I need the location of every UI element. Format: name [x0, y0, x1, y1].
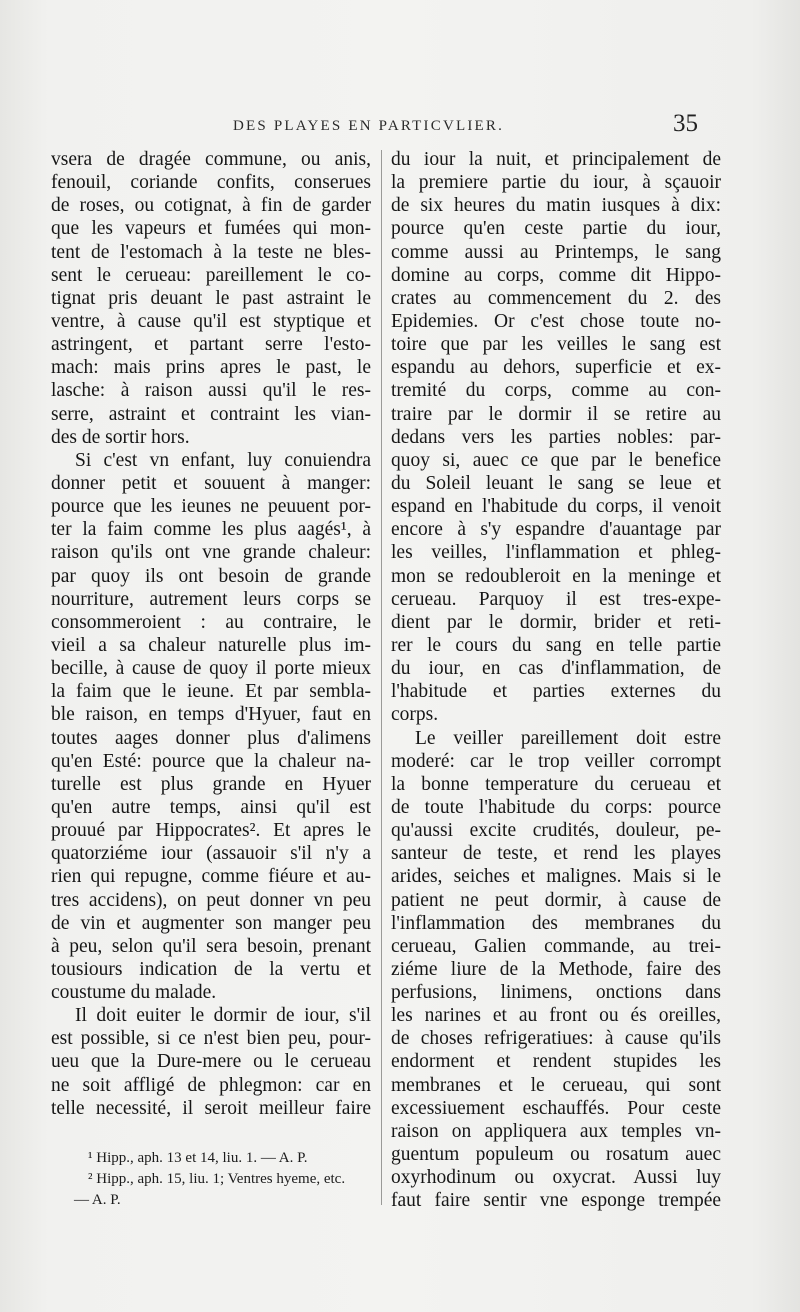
footnote: ² Hipp., aph. 15, liu. 1; Ventres hyeme, etc.: [88, 1171, 346, 1187]
text-line: qu'aussi excite crudités, douleur, pe-: [391, 820, 721, 842]
text-line: rer le cours du sang en telle partie: [391, 634, 721, 656]
footnote: — A. P.: [74, 1192, 121, 1208]
page-number: 35: [673, 110, 698, 137]
text-line: toutes aages donner plus d'alimens: [51, 727, 371, 749]
text-line: patient ne peut dormir, à cause de: [391, 889, 721, 911]
footnote: ¹ Hipp., aph. 13 et 14, liu. 1. — A. P.: [88, 1150, 308, 1166]
text-line: becille, à cause de quoy il porte mieux: [51, 658, 371, 680]
text-line: de roses, ou cotignat, à fin de garder: [51, 195, 371, 217]
text-line: telle necessité, il seroit meilleur faire: [51, 1097, 371, 1119]
text-line: toire que par les veilles le sang est: [391, 334, 721, 356]
text-line: consommeroient : au contraire, le: [51, 611, 371, 633]
text-line: nourriture, autrement leurs corps se: [51, 588, 371, 610]
text-line: membranes et le cerueau, qui sont: [391, 1074, 721, 1096]
text-line: tent de l'estomach à la teste ne bles-: [51, 241, 371, 263]
text-line: pource qu'en ceste partie du iour,: [391, 218, 721, 240]
text-line: tignat pris deuant le past astraint le: [51, 287, 371, 309]
text-line: crates au commencement du 2. des: [391, 287, 721, 309]
text-line: quatorziéme iour (assauoir s'il n'y a: [51, 843, 371, 865]
text-line: ventre, à cause qu'il est styptique et: [51, 310, 371, 332]
text-line: corps.: [391, 704, 439, 726]
text-line: serre, astraint et contraint les vian-: [51, 403, 371, 425]
text-line: raison qu'ils ont vne grande chaleur:: [51, 542, 371, 564]
text-line: excessiuement eschauffés. Pour ceste: [391, 1097, 721, 1119]
text-line: raison on appliquera aux temples vn-: [391, 1120, 721, 1142]
text-line: moderé: car le trop veiller corrompt: [391, 750, 721, 772]
text-line: mon se redoubleroit en la meninge et: [391, 565, 721, 587]
text-line: tremité du corps, comme au con-: [391, 380, 721, 402]
text-line: fenouil, coriande confits, conserues: [51, 172, 371, 194]
text-line: pource que les ieunes ne peuuent por-: [51, 496, 371, 518]
text-line: cerueau. Parquoy il est tres-expe-: [391, 588, 721, 610]
text-line: du iour la nuit, et principalement de: [391, 149, 721, 170]
text-line: de toute l'habitude du corps: pource: [391, 796, 721, 818]
text-line: quoy si, auec ce que par le benefice: [391, 449, 721, 471]
right-text-column: [391, 148, 721, 1212]
text-line: faut faire sentir vne esponge trempée: [391, 1190, 721, 1212]
running-title: DES PLAYES EN PARTICVLIER.: [233, 118, 505, 134]
text-line: qu'en autre temps, ainsi qu'il est: [51, 796, 371, 818]
text-line: de vin et augmenter son manger peu: [51, 912, 371, 934]
text-line: rien qui repugne, comme fiéure et au-: [51, 866, 371, 888]
text-line: Il doit euiter le dormir de iour, s'il: [75, 1005, 371, 1027]
text-line: par quoy ils ont besoin de grande: [51, 565, 371, 587]
text-line: prouué par Hippocrates². Et apres le: [51, 820, 371, 842]
text-line: l'habitude et parties externes du: [391, 681, 721, 703]
text-line: du iour, en cas d'inflammation, de: [391, 658, 721, 680]
text-line: que les vapeurs et fumées qui mon-: [51, 218, 371, 240]
text-line: de choses refrigeratiues: à cause qu'ils: [391, 1028, 721, 1050]
text-line: les narines et au front ou és oreilles,: [391, 1005, 721, 1027]
text-line: turelle est plus grande en Hyuer: [51, 773, 371, 795]
text-line: ueu que la Dure-mere ou le cerueau: [51, 1051, 371, 1073]
left-text-column: [51, 148, 371, 1120]
text-line: la bonne temperature du cerueau et: [391, 773, 721, 795]
column-divider: [381, 150, 382, 1205]
text-line: ble raison, en temps d'Hyuer, faut en: [51, 704, 371, 726]
text-line: donner petit et souuent à manger:: [51, 472, 371, 494]
text-line: tres accidens), on peut donner vn peu: [51, 889, 371, 911]
text-line: coustume du malade.: [51, 982, 217, 1004]
text-line: mach: mais prins apres le past, le: [51, 357, 371, 379]
text-line: Si c'est vn enfant, luy conuiendra: [75, 449, 371, 471]
text-line: perfusions, linimens, onctions dans: [391, 982, 721, 1004]
footnotes: [74, 1148, 373, 1211]
text-line: oxyrhodinum ou oxycrat. Aussi luy: [391, 1167, 721, 1189]
text-line: astringent, et partant serre l'esto-: [51, 334, 371, 356]
text-line: la premiere partie du iour, à sçauoir: [391, 172, 721, 194]
text-line: de six heures du matin iusques à dix:: [391, 195, 721, 217]
text-line: endorment et rendent stupides les: [391, 1051, 721, 1073]
text-line: vieil a sa chaleur naturelle plus im-: [51, 634, 371, 656]
text-line: lasche: à raison aussi qu'il le res-: [51, 380, 371, 402]
text-line: est possible, si ce n'est bien peu, pour-: [51, 1028, 371, 1050]
text-line: espand en l'habitude du corps, il venoit: [391, 496, 721, 518]
text-line: santeur de teste, et rend les playes: [391, 843, 721, 865]
text-line: des de sortir hors.: [51, 426, 190, 448]
text-line: encore à s'y espandre d'auantage par: [391, 519, 721, 541]
text-line: la faim que le ieune. Et par sembla-: [51, 681, 371, 703]
text-line: vsera de dragée commune, ou anis,: [51, 149, 371, 170]
text-line: du Soleil leuant le sang se leue et: [391, 472, 721, 494]
text-line: guentum populeum ou rosatum auec: [391, 1144, 721, 1166]
text-line: tousiours indication de la vertu et: [51, 958, 371, 980]
text-line: qu'en Esté: pource que la chaleur na-: [51, 750, 371, 772]
text-line: traire par le dormir il se retire au: [391, 403, 721, 425]
text-line: Le veiller pareillement doit estre: [415, 727, 721, 749]
text-line: sent le cerueau: pareillement le co-: [51, 264, 371, 286]
text-line: ne soit affligé de phlegmon: car en: [51, 1074, 371, 1096]
text-line: domine au corps, comme dit Hippo-: [391, 264, 721, 286]
text-line: ziéme liure de la Methode, faire des: [391, 958, 721, 980]
text-line: les veilles, l'inflammation et phleg-: [391, 542, 721, 564]
text-line: ter la faim comme les plus aagés¹, à: [51, 519, 371, 541]
text-line: à peu, selon qu'il sera besoin, prenant: [51, 935, 371, 957]
text-line: dedans vers les parties nobles: par-: [391, 426, 721, 448]
text-line: comme aussi au Printemps, le sang: [391, 241, 721, 263]
text-line: arides, seiches et malignes. Mais si le: [391, 866, 721, 888]
text-line: dient par le dormir, brider et reti-: [391, 611, 721, 633]
text-line: Epidemies. Or c'est chose toute no-: [391, 310, 721, 332]
text-line: l'inflammation des membranes du: [391, 912, 721, 934]
text-line: espandu au dehors, superficie et ex-: [391, 357, 721, 379]
text-line: cerueau, Galien commande, au trei-: [391, 935, 721, 957]
